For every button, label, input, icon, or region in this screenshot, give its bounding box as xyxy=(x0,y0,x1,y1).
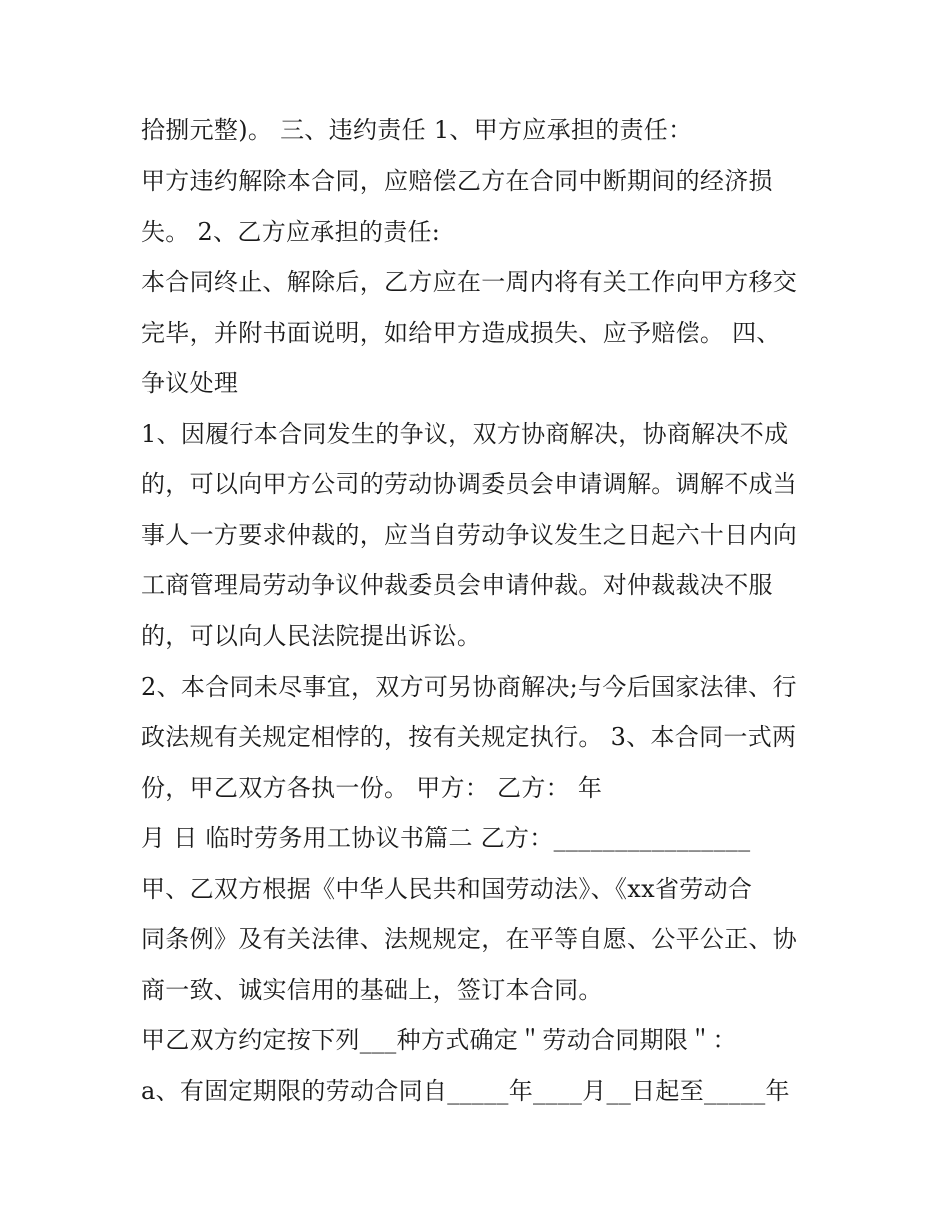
text-line: 的，可以向甲方公司的劳动协调委员会申请调解。调解不成当 xyxy=(141,470,798,498)
text-line: 1、因履行本合同发生的争议，双方协商解决，协商解决不成 xyxy=(141,420,789,448)
text-line: 甲乙双方约定按下列___种方式确定＂劳动合同期限＂： xyxy=(141,1026,737,1054)
text-line: 政法规有关规定相悖的，按有关规定执行。 3、本合同一式两 xyxy=(141,723,797,751)
text-line: 同条例》及有关法律、法规规定，在平等自愿、公平公正、协 xyxy=(141,925,798,953)
text-line: 争议处理 xyxy=(141,369,239,397)
text-line: 份，甲乙双方各执一份。 甲方： 乙方： 年 xyxy=(141,774,603,802)
text-line: 完毕，并附书面说明，如给甲方造成损失、应予赔偿。 四、 xyxy=(141,319,781,347)
text-line: 事人一方要求仲裁的，应当自劳动争议发生之日起六十日内向 xyxy=(141,521,798,549)
text-line: 拾捌元整)。 三、违约责任 1、甲方应承担的责任： xyxy=(141,116,693,144)
text-line: 月 日 临时劳务用工协议书篇二 乙方：________________ xyxy=(141,824,751,852)
text-line: 失。 2、乙方应承担的责任: xyxy=(141,218,441,246)
text-line: 2、本合同未尽事宜，双方可另协商解决;与今后国家法律、行 xyxy=(141,673,797,701)
text-line: 甲、乙双方根据《中华人民共和国劳动法》、《xx省劳动合 xyxy=(141,875,753,903)
text-line: 的，可以向人民法院提出诉讼。 xyxy=(141,622,482,650)
text-line: 甲方违约解除本合同，应赔偿乙方在合同中断期间的经济损 xyxy=(141,167,773,195)
text-line: 本合同终止、解除后，乙方应在一周内将有关工作向甲方移交 xyxy=(141,268,798,296)
text-line: 商一致、诚实信用的基础上，签订本合同。 xyxy=(141,976,603,1004)
text-line: a、有固定期限的劳动合同自_____年____月__日起至_____年 xyxy=(141,1077,790,1105)
text-line: 工商管理局劳动争议仲裁委员会申请仲裁。对仲裁裁决不服 xyxy=(141,571,773,599)
